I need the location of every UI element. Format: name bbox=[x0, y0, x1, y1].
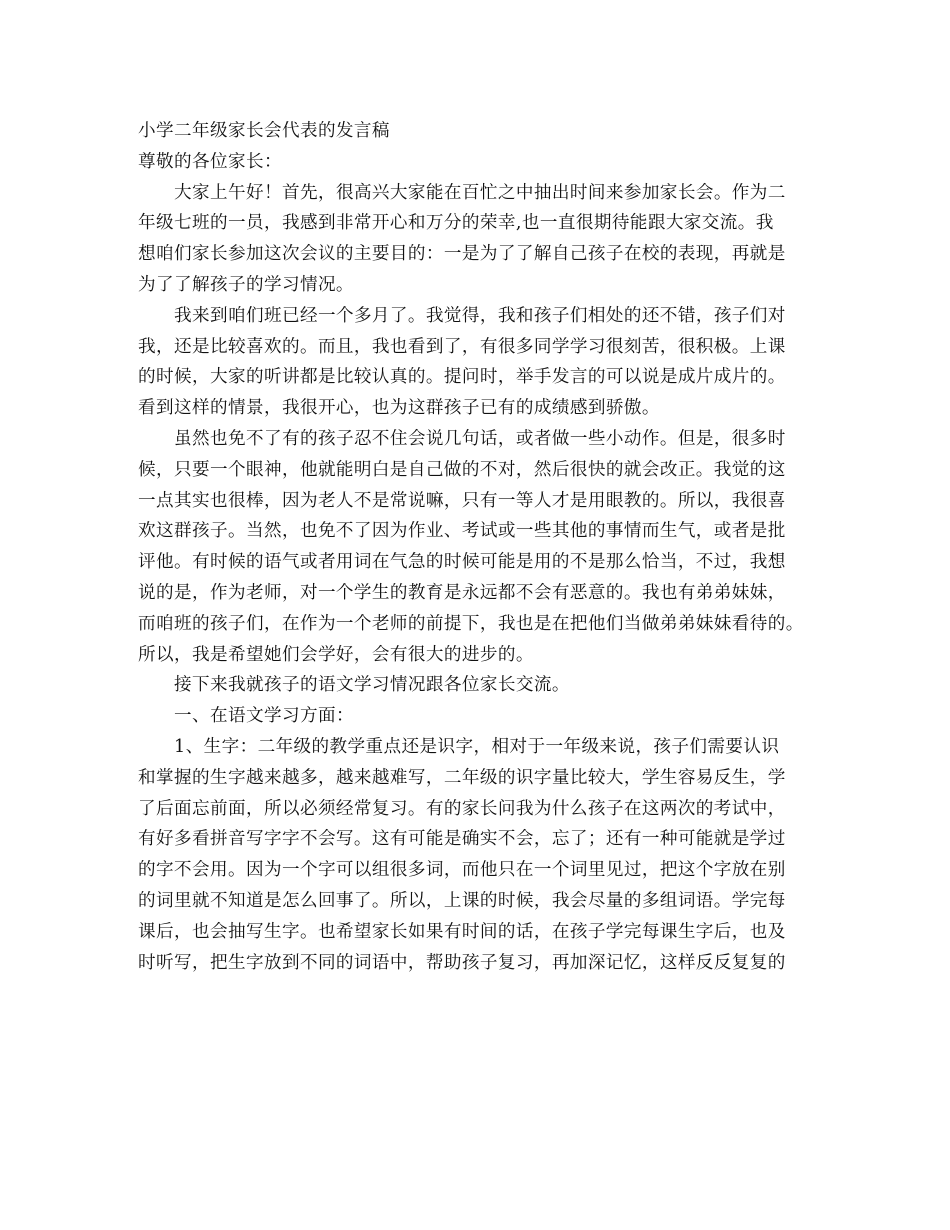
text-line: 有好多看拼音写字字不会写。这有可能是确实不会，忘了；还有一种可能就是学过 bbox=[138, 829, 786, 850]
text-line: 看到这样的情景，我很开心，也为这群孩子已有的成绩感到骄傲。 bbox=[138, 398, 660, 419]
text-line: 为了了解孩子的学习情况。 bbox=[138, 274, 354, 295]
text-line: 而咱班的孩子们，在作为一个老师的前提下，我也是在把他们当做弟弟妹妹看待的。 bbox=[138, 613, 804, 634]
text-line: 想咱们家长参加这次会议的主要目的：一是为了了解自己孩子在校的表现，再就是 bbox=[138, 244, 786, 265]
text-line: 一点其实也很棒，因为老人不是常说嘛，只有一等人才是用眼教的。所以，我很喜 bbox=[138, 490, 786, 511]
text-line: 年级七班的一员，我感到非常开心和万分的荣幸,也一直很期待能跟大家交流。我 bbox=[138, 213, 774, 234]
greeting: 尊敬的各位家长： bbox=[138, 151, 282, 172]
text-line: 欢这群孩子。当然，也免不了因为作业、考试或一些其他的事情而生气，或者是批 bbox=[138, 521, 786, 542]
text-line: 的字不会用。因为一个字可以组很多词，而他只在一个词里见过，把这个字放在别 bbox=[138, 860, 786, 881]
text-line: 了后面忘前面，所以必须经常复习。有的家长问我为什么孩子在这两次的考试中， bbox=[138, 798, 786, 819]
text-line: 的时候，大家的听讲都是比较认真的。提问时，举手发言的可以说是成片成片的。 bbox=[138, 367, 786, 388]
document-page bbox=[138, 116, 818, 1196]
text-line: 时听写，把生字放到不同的词语中，帮助孩子复习，再加深记忆，这样反反复复的 bbox=[138, 952, 786, 973]
text-line: 虽然也免不了有的孩子忍不住会说几句话，或者做一些小动作。但是，很多时 bbox=[174, 428, 786, 449]
text-line: 说的是，作为老师，对一个学生的教育是永远都不会有恶意的。我也有弟弟妹妹， bbox=[138, 582, 786, 603]
text-line: 评他。有时候的语气或者用词在气急的时候可能是用的不是那么恰当，不过，我想 bbox=[138, 552, 786, 573]
text-line: 一、在语文学习方面： bbox=[174, 706, 354, 727]
text-line: 我来到咱们班已经一个多月了。我觉得，我和孩子们相处的还不错，孩子们对 bbox=[174, 305, 786, 326]
document-title: 小学二年级家长会代表的发言稿 bbox=[138, 121, 390, 141]
text-line: 和掌握的生字越来越多，越来越难写，二年级的识字量比较大，学生容易反生，学 bbox=[138, 767, 786, 788]
text-line: 接下来我就孩子的语文学习情况跟各位家长交流。 bbox=[174, 675, 570, 696]
text-line: 所以，我是希望她们会学好，会有很大的进步的。 bbox=[138, 644, 534, 665]
text-line: 大家上午好！首先，很高兴大家能在百忙之中抽出时间来参加家长会。作为二 bbox=[174, 182, 786, 203]
text-line: 1、生字：二年级的教学重点还是识字，相对于一年级来说，孩子们需要认识 bbox=[174, 736, 780, 757]
text-line: 课后，也会抽写生字。也希望家长如果有时间的话，在孩子学完每课生字后，也及 bbox=[138, 921, 786, 942]
text-line: 的词里就不知道是怎么回事了。所以，上课的时候，我会尽量的多组词语。学完每 bbox=[138, 890, 786, 911]
text-line: 我，还是比较喜欢的。而且，我也看到了，有很多同学学习很刻苦，很积极。上课 bbox=[138, 336, 786, 357]
document-body bbox=[138, 178, 818, 979]
text-line: 候，只要一个眼神，他就能明白是自己做的不对，然后很快的就会改正。我觉的这 bbox=[138, 459, 786, 480]
